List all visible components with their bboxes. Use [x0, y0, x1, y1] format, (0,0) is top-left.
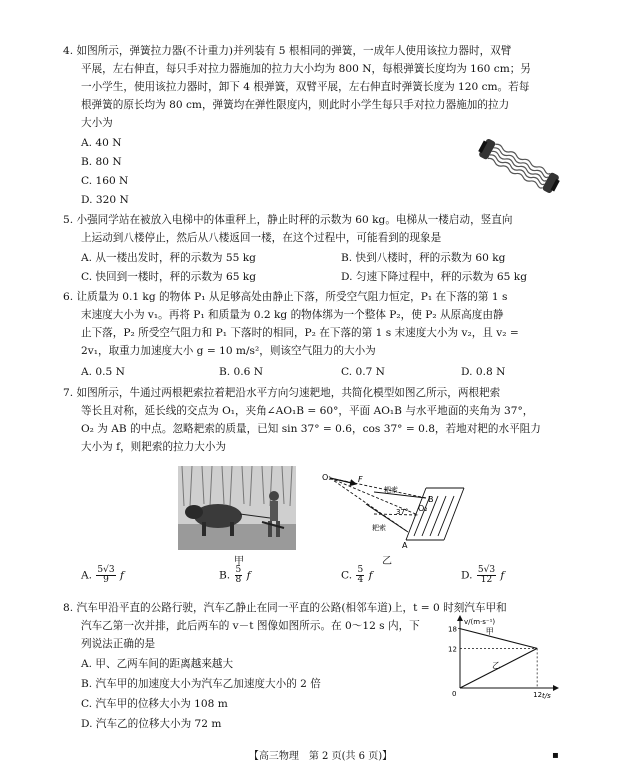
q4-line-4: 根弹簧的原长均为 80 cm，弹簧均在弹性限度内，则此时小学生每只手对拉力器施加的拉力 [81, 99, 510, 111]
q6-line-3: 止下落，P₂ 所受空气阻力和 P₁ 下落时的相同，P₂ 在下落的第 1 s 末速度大小为 v₂，且 v₂ = [81, 327, 519, 339]
q8-option-a: A. 甲、乙两车间的距离越来越大 [81, 658, 234, 670]
q6-option-d: D. 0.8 N [461, 366, 506, 378]
harrow-diagram [318, 470, 468, 554]
x-tick-12: 12 [533, 691, 543, 699]
q4-line-1: 4. 如图所示，弹簧拉力器(不计重力)并列装有 5 根相同的弹簧，一成年人使用该拉力器时，双臂 [63, 45, 512, 57]
q6-option-b: B. 0.6 N [219, 366, 264, 378]
q4-option-a: A. 40 N [81, 137, 122, 149]
label-angle: 37° [396, 508, 409, 516]
label-f: F [358, 475, 363, 484]
spring-expander-image [476, 130, 562, 202]
label-b: B [428, 495, 434, 504]
q8-option-b: B. 汽车甲的加速度大小为汽车乙加速度大小的 2 倍 [81, 678, 321, 690]
q7-option-c: C. $\frac{5}{4}$ f [341, 565, 373, 585]
q7-option-a: A. $\frac{5√3}{9}$ f [81, 565, 124, 585]
origin-label: 0 [452, 690, 457, 698]
q4-option-c: C. 160 N [81, 175, 129, 187]
q7-option-d: D. $\frac{5√3}{12}$ f [461, 565, 505, 585]
q4-line-3: 一小学生，使用该拉力器时，卸下 4 根弹簧，双臂平展，左右伸直时弹簧长度为 120 cm。若每 [81, 81, 530, 93]
figure-yi-caption: 乙 [382, 556, 392, 567]
q4-option-d: D. 320 N [81, 194, 129, 206]
q5-line-1: 5. 小强同学站在被放入电梯中的体重秤上，静止时秤的示数为 60 kg。电梯从一楼启动，竖直向 [63, 214, 513, 226]
q8-option-d: D. 汽车乙的位移大小为 72 m [81, 718, 222, 730]
q7-line-1: 7. 如图所示，牛通过两根耙索拉着耙沿水平方向匀速耙地，共简化模型如图乙所示，两根耙索 [63, 387, 501, 399]
q6-line-1: 6. 让质量为 0.1 kg 的物体 P₁ 从足够高处由静止下落，所受空气阻力恒定，P₁ 在下落的第 1 s [63, 291, 508, 303]
q5-option-c: C. 快回到一楼时，秤的示数为 65 kg [81, 271, 257, 283]
corner-mark: ▪ [552, 750, 559, 761]
q5-option-d: D. 匀速下降过程中，秤的示数为 65 kg [341, 271, 527, 283]
label-rope-top: 耙索 [384, 486, 398, 494]
q6-option-a: A. 0.5 N [81, 366, 125, 378]
q4-option-b: B. 80 N [81, 156, 122, 168]
ox-plowing-photo [178, 466, 296, 550]
y-tick-18: 18 [448, 625, 457, 634]
q7-line-2: 等长且对称，延长线的交点为 O₁，夹角∠AO₁B = 60°，平面 AO₁B 与水平地面的夹角为 37°， [81, 405, 534, 417]
q4-line-2: 平展，左右伸直，每只手对拉力器施加的拉力大小均为 800 N，每根弹簧长度均为 160 cm；另 [81, 63, 531, 75]
q8-line-1: 8. 汽车甲沿平直的公路行驶，汽车乙静止在同一平直的公路(相邻车道)上，t = 0 时刻汽车甲和 [63, 602, 507, 614]
q7-line-4: 大小为 f，则耙索的拉力大小为 [81, 441, 227, 453]
x-axis-label: t/s [542, 692, 551, 700]
y-tick-12: 12 [448, 645, 457, 654]
q4-line-5: 大小为 [81, 117, 113, 129]
series-yi-label: 乙 [492, 661, 501, 671]
q6-line-4: 2v₁，取重力加速度大小 g = 10 m/s²，则该空气阻力的大小为 [81, 345, 376, 357]
q5-option-b: B. 快到八楼时，秤的示数为 60 kg [341, 252, 506, 264]
q7-line-3: O₂ 为 AB 的中点。忽略耙索的质量，已知 sin 37° = 0.6，cos 37° = 0.8，若地对耙的水平阻力 [81, 423, 541, 435]
q6-line-2: 末速度大小为 v₁。再将 P₁ 和质量为 0.2 kg 的物体绑为一个整体 P₂，使 P₂ 从原高度由静 [81, 309, 504, 321]
q5-line-2: 上运动到八楼停止，然后从八楼返回一楼，在这个过程中，可能看到的现象是 [81, 232, 442, 244]
q8-line-3: 列说法正确的是 [81, 638, 156, 650]
label-o2: O₂ [418, 504, 428, 513]
q8-line-2: 汽车乙第一次并排，此后两车的 v－t 图像如图所示。在 0～12 s 内，下 [81, 620, 420, 632]
label-o1: O₁ [322, 473, 332, 482]
y-axis-label: v/(m·s⁻¹) [464, 618, 496, 626]
q5-option-a: A. 从一楼出发时，秤的示数为 55 kg [81, 252, 256, 264]
q8-option-c: C. 汽车甲的位移大小为 108 m [81, 698, 228, 710]
label-a: A [402, 541, 408, 550]
q7-option-b: B. $\frac{5}{8}$ f [219, 565, 251, 585]
series-jia-line [460, 626, 537, 649]
figure-jia-caption: 甲 [234, 556, 244, 567]
vt-graph [440, 614, 560, 702]
page-footer: 【高三物理 第 2 页(共 6 页)】 [248, 751, 393, 762]
q6-option-c: C. 0.7 N [341, 366, 385, 378]
series-jia-label: 甲 [485, 626, 494, 636]
label-rope-bottom: 耙索 [372, 524, 386, 532]
